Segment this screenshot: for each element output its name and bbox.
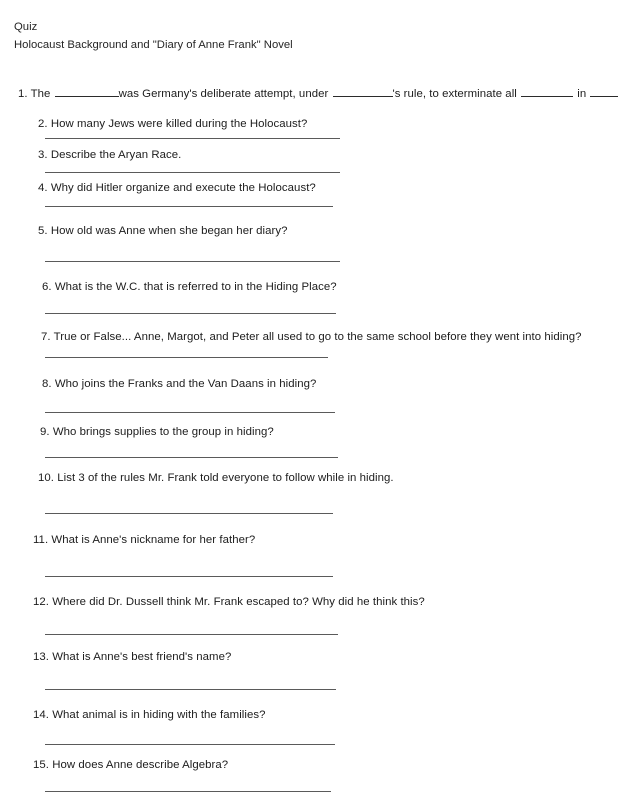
answer-line[interactable] bbox=[45, 634, 338, 635]
question-text-7: 7. True or False... Anne, Margot, and Peter all used to go to the same school before they went into hiding? bbox=[41, 331, 582, 343]
fill-in-blank[interactable] bbox=[521, 85, 573, 97]
question-text-2: 2. How many Jews were killed during the Holocaust? bbox=[38, 118, 308, 130]
document-title: Quiz bbox=[14, 21, 38, 33]
question-text-14: 14. What animal is in hiding with the families? bbox=[33, 709, 266, 721]
question-text-1 bbox=[18, 85, 619, 101]
answer-line[interactable] bbox=[45, 313, 336, 314]
answer-line[interactable] bbox=[45, 513, 333, 514]
question-text-8: 8. Who joins the Franks and the Van Daans in hiding? bbox=[42, 378, 317, 390]
answer-line[interactable] bbox=[45, 357, 328, 358]
answer-line[interactable] bbox=[45, 457, 338, 458]
answer-line[interactable] bbox=[45, 576, 333, 577]
fill-in-blank[interactable] bbox=[333, 85, 393, 97]
question-text-6: 6. What is the W.C. that is referred to in the Hiding Place? bbox=[42, 281, 337, 293]
answer-line[interactable] bbox=[45, 206, 333, 207]
question-text-4: 4. Why did Hitler organize and execute the Holocaust? bbox=[38, 182, 316, 194]
answer-line[interactable] bbox=[45, 744, 335, 745]
answer-line[interactable] bbox=[45, 172, 340, 173]
question-text-12: 12. Where did Dr. Dussell think Mr. Frank escaped to? Why did he think this? bbox=[33, 596, 425, 608]
document-header bbox=[14, 19, 293, 54]
question-text-11: 11. What is Anne's nickname for her father? bbox=[33, 534, 256, 546]
question-text-15: 15. How does Anne describe Algebra? bbox=[33, 759, 229, 771]
answer-line[interactable] bbox=[45, 791, 331, 792]
question-text-10: 10. List 3 of the rules Mr. Frank told everyone to follow while in hiding. bbox=[38, 472, 394, 484]
answer-line[interactable] bbox=[45, 138, 340, 139]
question-text-fragment: 1. The bbox=[18, 88, 54, 100]
fill-in-blank[interactable] bbox=[590, 85, 618, 97]
question-text-3: 3. Describe the Aryan Race. bbox=[38, 149, 182, 161]
question-text-fragment: in bbox=[574, 88, 590, 100]
answer-line[interactable] bbox=[45, 412, 335, 413]
question-text-fragment: 's rule, to exterminate all bbox=[392, 88, 521, 100]
question-text-13: 13. What is Anne's best friend's name? bbox=[33, 651, 232, 663]
document-subtitle: Holocaust Background and "Diary of Anne Frank" Novel bbox=[14, 38, 293, 51]
question-text-9: 9. Who brings supplies to the group in hiding? bbox=[40, 426, 274, 438]
question-text-5: 5. How old was Anne when she began her diary? bbox=[38, 225, 288, 237]
answer-line[interactable] bbox=[45, 261, 340, 262]
question-text-fragment: was Germany's deliberate attempt, under bbox=[118, 88, 332, 100]
answer-line[interactable] bbox=[45, 689, 336, 690]
fill-in-blank[interactable] bbox=[55, 85, 119, 97]
